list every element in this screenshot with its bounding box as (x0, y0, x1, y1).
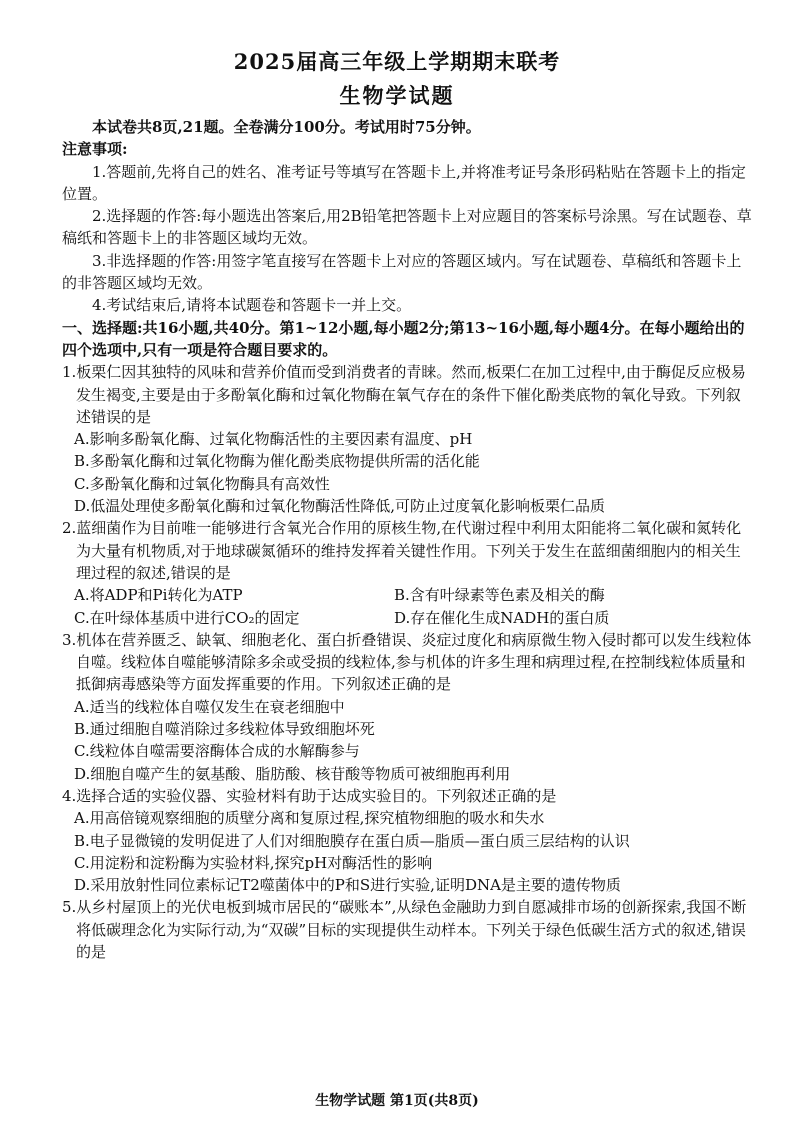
exam-intro: 本试卷共8页,21题。全卷满分100分。考试用时75分钟。 (92, 118, 481, 136)
question-2-stem: 2.蓝细菌作为目前唯一能够进行含氧光合作用的原核生物,在代谢过程中利用太阳能将二氧化碳和氮转化为大量有机物质,对于地球碳氮循环的维持发挥着关键性作用。下列关于发生在蓝细菌细胞内的相关生理过程的叙述,错误的是 (62, 519, 742, 582)
question-3-option-c: C.线粒体自噬需要溶酶体合成的水解酶参与 (74, 742, 360, 761)
note-item: 2.选择题的作答:每小题选出答案后,用2B铅笔把答题卡上对应题目的答案标号涂黑。写在试题卷、草稿纸和答题卡上的非答题区域均无效。 (62, 207, 752, 248)
note-item: 3.非选择题的作答:用签字笔直接写在答题卡上对应的答题区域内。写在试题卷、草稿纸和答题卡上的非答题区域均无效。 (62, 251, 742, 293)
question-3-option-a: A.适当的线粒体自噬仅发生在衰老细胞中 (74, 697, 345, 716)
question-1-option-d: D.低温处理使多酚氧化酶和过氧化物酶活性降低,可防止过度氧化影响板栗仁品质 (74, 497, 606, 516)
page-footer: 生物学试题 第1页(共8页) (315, 1093, 479, 1109)
question-2-options-row-2 (62, 607, 754, 629)
question-4-option-d: D.采用放射性同位素标记T2噬菌体中的P和S进行实验,证明DNA是主要的遗传物质 (74, 876, 621, 895)
notes-title: 注意事项: (62, 140, 128, 159)
question-2-option-d: D.存在催化生成NADH的蛋白质 (394, 608, 610, 627)
question-1-option-b: B.多酚氧化酶和过氧化物酶为催化酚类底物提供所需的活化能 (74, 452, 480, 471)
question-3-option-d: D.细胞自噬产生的氨基酸、脂肪酸、核苷酸等物质可被细胞再利用 (74, 764, 511, 783)
exam-body (62, 116, 754, 963)
question-5-stem: 5.从乡村屋顶上的光伏电板到城市居民的“碳账本”,从绿色金融助力到自愿减排市场的创新探索,我国不断将低碳理念化为实际行动,为“双碳”目标的实现提供生动样本。下列关于绿色低碳生活方式的叙述,错误的是 (62, 898, 747, 961)
question-3-option-b: B.通过细胞自噬消除过多线粒体导致细胞坏死 (74, 720, 375, 739)
question-4-stem: 4.选择合适的实验仪器、实验材料有助于达成实验目的。下列叙述正确的是 (62, 786, 557, 805)
question-4-option-b: B.电子显微镜的发明促进了人们对细胞膜存在蛋白质—脂质—蛋白质三层结构的认识 (74, 831, 630, 850)
note-item: 1.答题前,先将自己的姓名、准考证号等填写在答题卡上,并将准考证号条形码粘贴在答题卡上的指定位置。 (62, 162, 746, 203)
question-1-stem: 1.板栗仁因其独特的风味和营养价值而受到消费者的青睐。然而,板栗仁在加工过程中,由于酶促反应极易发生褐变,主要是由于多酚氧化酶和过氧化物酶在氧气存在的条件下催化酚类底物的氧化导致。下列叙述错误的是 (62, 363, 746, 426)
question-4-option-c: C.用淀粉和淀粉酶为实验材料,探究pH对酶活性的影响 (74, 853, 433, 872)
question-2-option-a: A.将ADP和Pi转化为ATP (74, 586, 243, 605)
exam-subtitle: 生物学试题 (339, 83, 455, 108)
question-2-options-row-1 (62, 584, 754, 606)
question-4-option-a: A.用高倍镜观察细胞的质壁分离和复原过程,探究植物细胞的吸水和失水 (74, 809, 545, 828)
question-1-option-c: C.多酚氧化酶和过氧化物酶具有高效性 (74, 474, 330, 493)
question-3-stem: 3.机体在营养匮乏、缺氧、细胞老化、蛋白折叠错误、炎症过度化和病原微生物入侵时都可以发生线粒体自噬。线粒体自噬能够清除多余或受损的线粒体,参与机体的许多生理和病理过程,在控制线粒体质量和抵御病毒感染等方面发挥重要的作用。下列叙述正确的是 (62, 630, 752, 694)
note-item: 4.考试结束后,请将本试题卷和答题卡一并上交。 (92, 296, 412, 315)
question-1-option-a: A.影响多酚氧化酶、过氧化物酶活性的主要因素有温度、pH (74, 430, 473, 449)
question-2-option-b: B.含有叶绿素等色素及相关的酶 (394, 586, 605, 605)
section-heading: 一、选择题:共16小题,共40分。第1~12小题,每小题2分;第13~16小题,每小题4分。在每小题给出的四个选项中,只有一项是符合题目要求的。 (62, 318, 745, 359)
question-2-option-c: C.在叶绿体基质中进行CO₂的固定 (74, 608, 300, 627)
exam-title: 2025届高三年级上学期期末联考 (233, 49, 561, 74)
